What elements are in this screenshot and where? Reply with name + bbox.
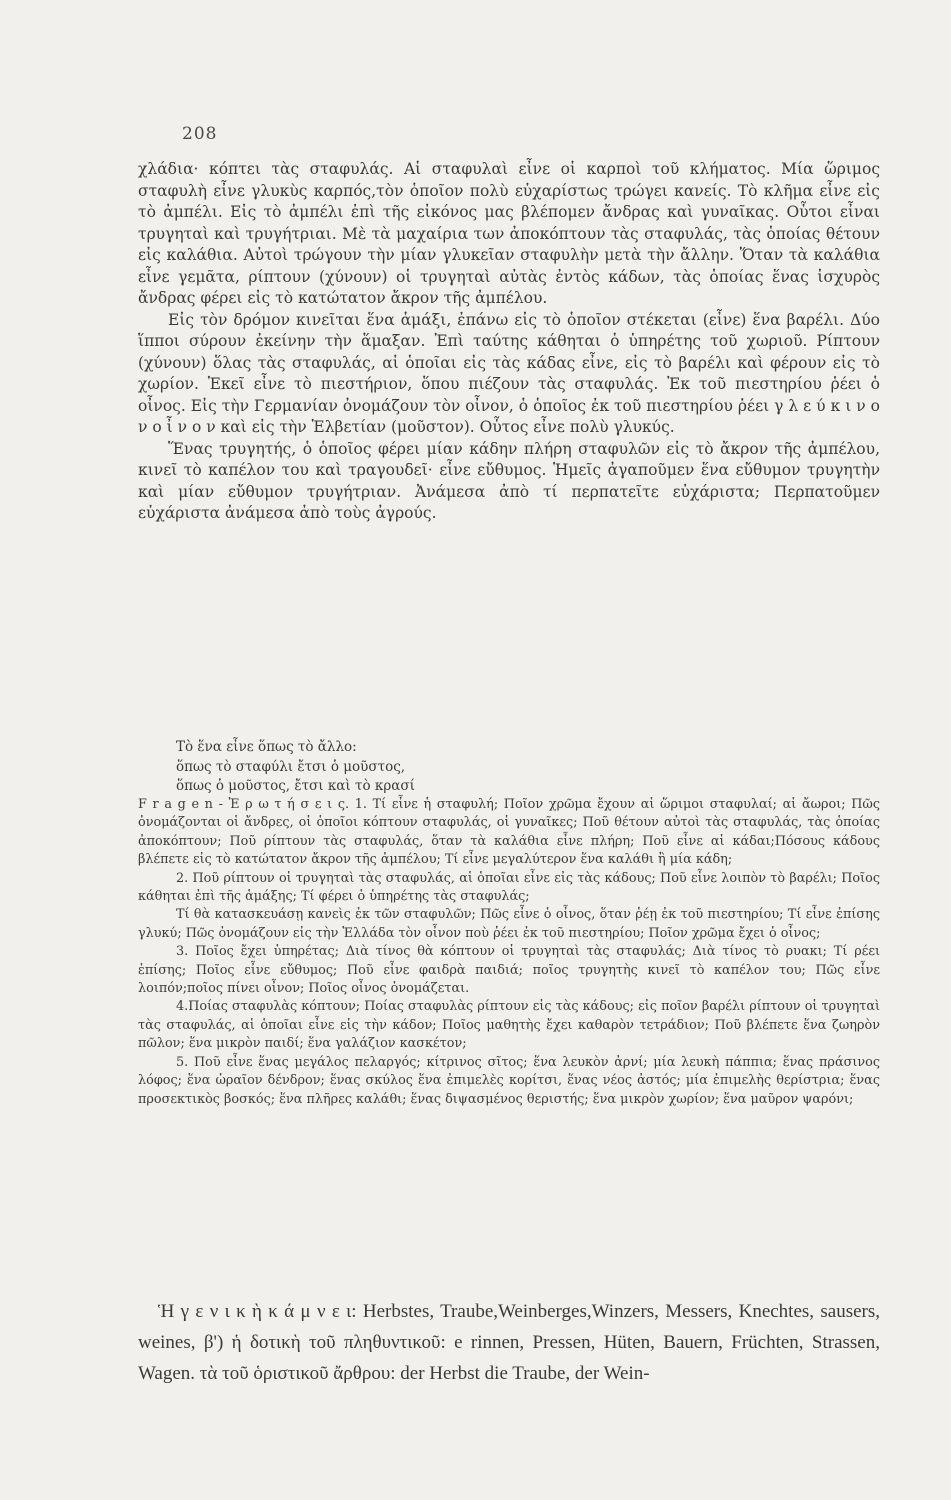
verse-line-2: ὅπως τὸ σταφύλι ἔτσι ὁ μοῦστος, [176, 758, 406, 775]
question-group-2b: Τί θὰ κατασκευάσῃ κανεὶς ἐκ τῶν σταφυλῶν; Πῶς εἶνε ὁ οἶνος, ὅταν ῥέῃ ἐκ τοῦ πιεστηρίου; Τί εἶνε ἐπίσης γλυκύ; Πῶς ὀνομάζουν εἰς τὴν Ἑλλάδα τὸν οἶνον ποὺ ῥέει ἐκ τοῦ πιεστηρίου; Ποῖον χρῶμα ἔχει ὁ οἶνος; [138, 907, 880, 941]
question-group-5: 5. Ποῦ εἶνε ἕνας μεγάλος πελαργός; κίτρινος σῖτος; ἕνα λευκὸν ἀρνί; μία λευκὴ πάππια; ἕνας πράσινος λόφος; ἕνα ὡραῖον δένδρον; ἕνας σκύλος ἕνα ἐπιμελὲς κορίτσι, ἕνας νέος ἀστός; μία ἐπιμελὴς θερίστρια; ἕνας προσεκτικὸς βοσκός; ἕνα πλῆρες καλάθι; ἕνας διψασμένος θεριστής; ἕνα μικρὸν χωρίον; ἕνα μαῦρον ψαρόνι; [138, 1054, 880, 1107]
verse-line-3: ὅπως ὁ μοῦστος, ἔτσι καὶ τὸ κρασί [176, 778, 415, 794]
grammar-paragraph: Ἡ γ ε ν ι κ ὴ κ ά μ ν ε ι: Herbstes, Traube,Weinberges,Winzers, Messers, Knechtes, sausers, weines, β') ἡ δοτικὴ τοῦ πληθυντικοῦ: e rinnen, Pressen, Hüten, Bauern, Früchten, Strassen, Wagen. τὰ τοῦ ὁριστικοῦ ἄρθρου: der Herbst die Traube, der Wein- [138, 1301, 880, 1384]
question-group-4: 4.Ποίας σταφυλὰς κόπτουν; Ποίας σταφυλὰς ρίπτουν εἰς τὰς κάδους; εἰς ποῖον βαρέλι ρίπτουν οἱ τρυγηταὶ τὰς σταφυλάς, αἱ ὁποῖαι εἶνε εἰς τὴν κάδον; Ποῖος μαθητὴς ἔχει καθαρὸν τετράδιον; Ποῦ βλέπετε ἕνα ζωηρὸν πῶλον; ἕνα μικρὸν παιδί; ἕνα γαλάζιον κασκέτον; [138, 999, 880, 1052]
grammar-note [138, 1296, 880, 1389]
page-number: 208 [182, 124, 218, 144]
verse-line-1: Τὸ ἕνα εἶνε ὅπως τὸ ἄλλο: [176, 739, 357, 755]
paragraph-2: Εἰς τὸν δρόμον κινεῖται ἕνα ἁμάξι, ἐπάνω εἰς τὸ ὁποῖον στέκεται (εἶνε) ἕνα βαρέλι. Δύο ἵπποι σύρουν ἐκείνην τὴν ἅμαξαν. Ἐπὶ ταύτης κάθηται ὁ ὑπηρέτης τοῦ χωριοῦ. Ρίπτουν (χύνουν) ὅλας τὰς σταφυλάς, αἱ ὁποῖαι εἰς τὰς κάδας εἶνε, εἰς τὸ βαρέλι καὶ φέρουν εἰς τὸ χωρίον. Ἐκεῖ εἶνε τὸ πιεστήριον, ὅπου πιέζουν τὰς σταφυλάς. Ἐκ τοῦ πιεστηρίου ῥέει ὁ οἶνος. Εἰς τὴν Γερμανίαν ὀνομάζουν τὸν οἶνον, ὁ ὁποῖος ἐκ τοῦ πιεστηρίου ῥέει γ λ ε ύ κ ι ν ο ν ο ἶ ν ο ν καὶ εἰς τὴν Ἑλβετίαν (μοῦστον). Οὗτος εἶνε πολὺ γλυκύς. [138, 310, 880, 436]
question-group-1: F r a g e n - Ἐ ρ ω τ ή σ ε ι ς. 1. Τί εἶνε ἡ σταφυλή; Ποῖον χρῶμα ἔχουν αἱ ὥριμοι σταφυλαί; αἱ ἄωροι; Πῶς ὀνομάζονται οἱ ἄνδρες, οἱ ὁποῖοι κόπτουν σταφυλάς, οἱ γυναῖκες; Ποῦ θέτουν αὐτοὶ τὰς σταφυλάς, τὰς ὁποίας ἀποκόπτουν; Ποῦ ρίπτουν τὰς σταφυλάς, ὅταν τὰ καλάθια εἶνε πλήρη; Ποῦ εἶνε αἱ κάδαι;Πόσους κάδους βλέπετε εἰς τὸ κατώτατον ἄκρον τῆς ἀμπέλου; Τί εἶνε μεγαλύτερον ἕνα καλάθι ἢ μία κάδη; [138, 797, 880, 868]
question-group-2: 2. Ποῦ ρίπτουν οἱ τρυγηταὶ τὰς σταφυλάς, αἱ ὁποῖαι εἶνε εἰς τὰς κάδους; Ποῦ εἶνε λοιπὸν τὸ βαρέλι; Ποῖος κάθηται ἐπὶ τῆς ἁμάξης; Τί φέρει ὁ ὑπηρέτης τὰς σταφυλάς; [138, 870, 880, 905]
paragraph-1: χλάδια· κόπτει τὰς σταφυλάς. Αἱ σταφυλαὶ εἶνε οἱ καρποὶ τοῦ κλήματος. Μία ὥριμος σταφυλὴ εἶνε γλυκὺς καρπός,τὸν ὁποῖον πολὺ εὐχαρίστως τρώγει κανείς. Τὸ κλῆμα εἶνε εἰς τὸ ἀμπέλι. Εἰς τὸ ἀμπέλι ἐπὶ τῆς εἰκόνος μας βλέπομεν ἄνδρας καὶ γυναῖκας. Οὗτοι εἶναι τρυγηταὶ καὶ τρυγήτριαι. Μὲ τὰ μαχαίρια των ἀποκόπτουν τὰς σταφυλάς, τὰς ὁποίας θέτουν εἰς καλάθια. Αὐτοὶ τρώγουν τὴν μίαν γλυκεῖαν σταφυλὴν μετὰ τὴν ἄλλην. Ὅταν τὰ καλάθια εἶνε γεμᾶτα, ρίπτουν (χύνουν) οἱ τρυγηταὶ αὐτὰς ἐντὸς κάδων, τὰς ὁποίας ἕνας ἰσχυρὸς ἄνδρας φέρει εἰς τὸ κατώτατον ἄκρον τῆς ἀμπέλου. [138, 160, 880, 307]
verse-block [176, 738, 776, 797]
paragraph-3: Ἕνας τρυγητής, ὁ ὁποῖος φέρει μίαν κάδην πλήρη σταφυλῶν εἰς τὸ ἄκρον τῆς ἀμπέλου, κινεῖ τὸ καπέλον του καὶ τραγουδεῖ· εἶνε εὔθυμος. Ἡμεῖς ἀγαποῦμεν ἕνα εὔθυμον τρυγητὴν καὶ μίαν εὔθυμον τρυγήτριαν. Ἀνάμεσα ἀπὸ τί περπατεῖτε εὐχάριστα; Περπατοῦμεν εὐχάριστα ἀνάμεσα ἀπὸ τοὺς ἀγρούς. [138, 439, 880, 522]
questions-section [138, 796, 880, 1109]
main-text [138, 159, 880, 525]
question-group-3: 3. Ποῖος ἔχει ὑπηρέτας; Διὰ τίνος θὰ κόπτουν οἱ τρυγηταὶ τὰς σταφυλάς; Διὰ τίνος τὸ ρυακι; Τί ρέει ἐπίσης; Ποῖος εἶνε εὔθυμος; Ποῦ εἶνε φαιδρὰ παιδιά; ποῖος τρυγητὴς κινεῖ τὸ καπέλον του; Πῶς εἶνε λοιπόν;ποῖος πίνει οἶνον; Ποῖος οἶνος ὀνομάζεται. [138, 944, 880, 997]
